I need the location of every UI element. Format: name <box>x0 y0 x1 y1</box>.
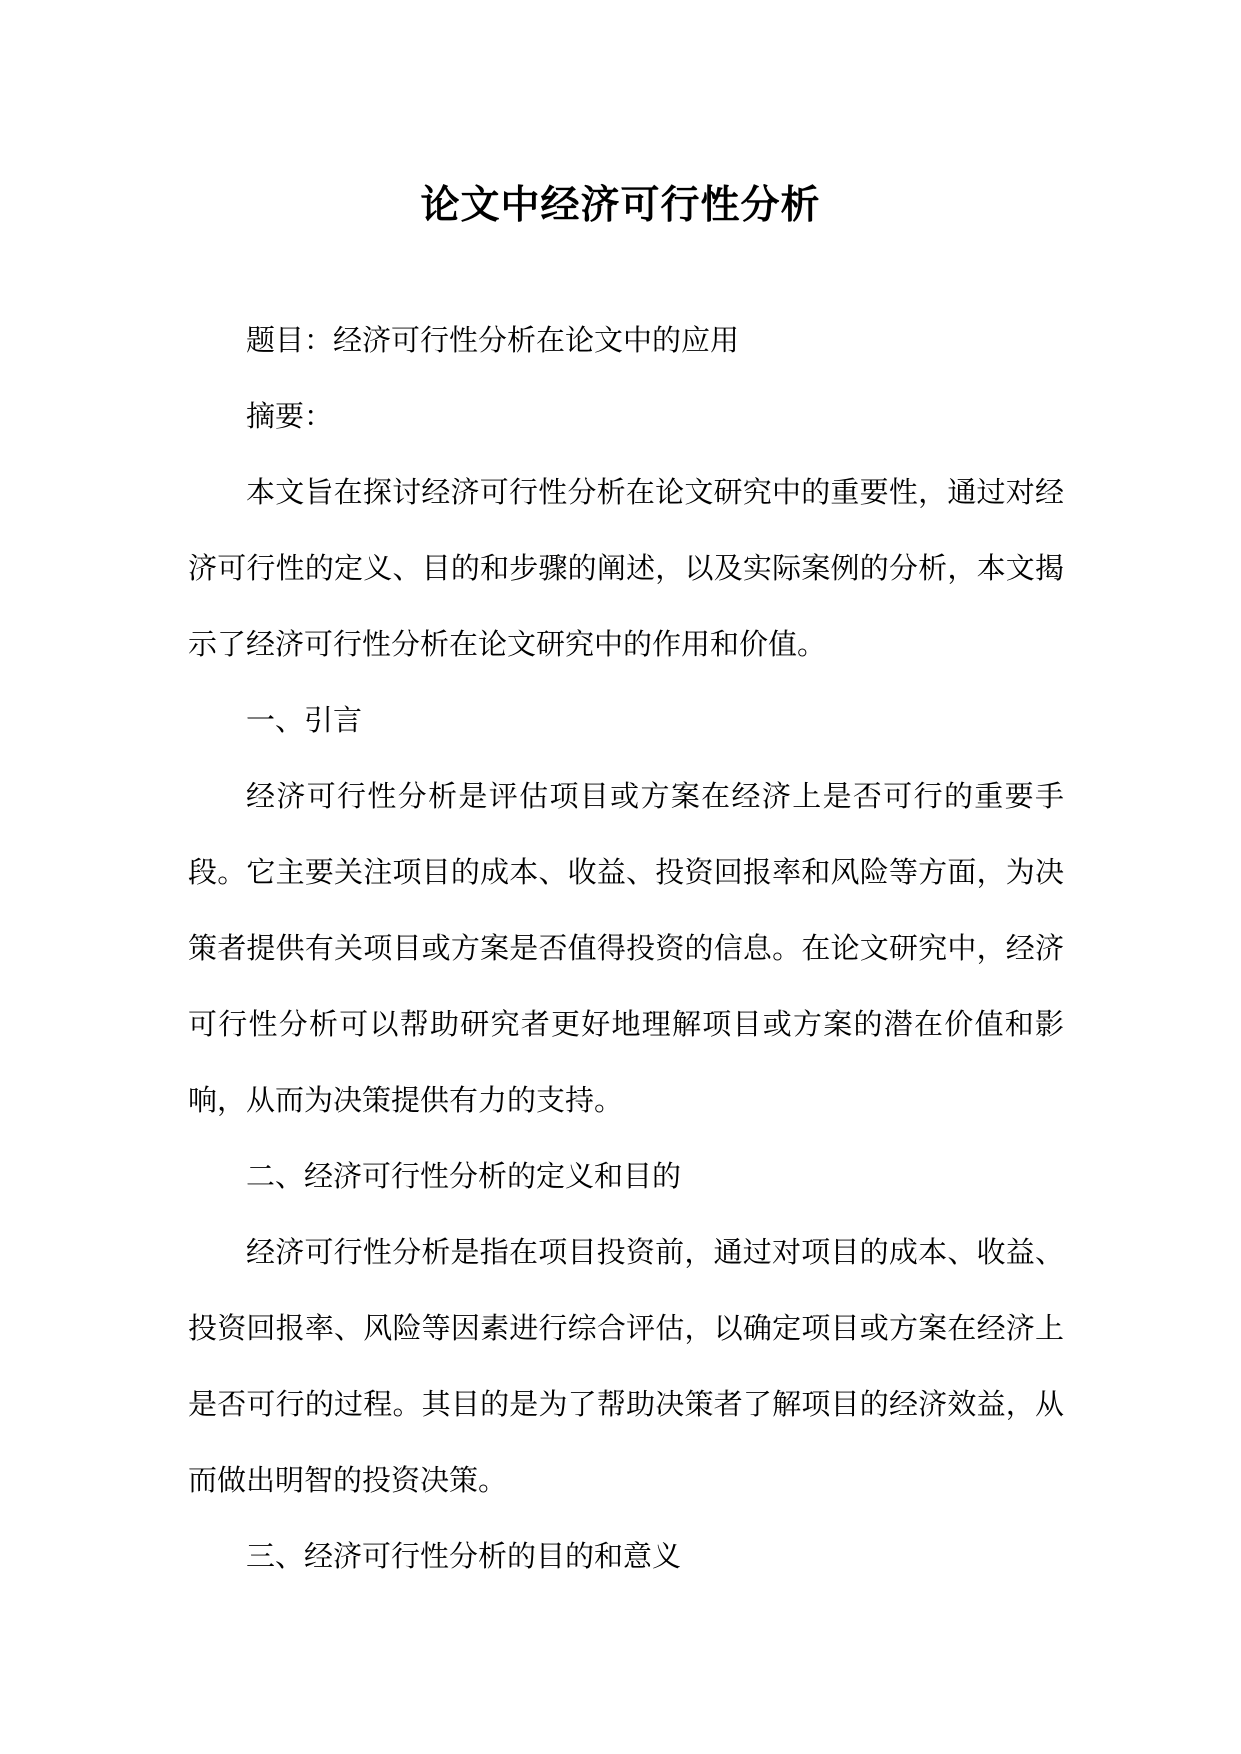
paragraph-topic: 题目：经济可行性分析在论文中的应用 <box>246 323 740 357</box>
section-heading-introduction: 一、引言 <box>246 703 363 737</box>
document-title: 论文中经济可行性分析 <box>420 183 821 228</box>
section-heading-purpose: 三、经济可行性分析的目的和意义 <box>246 1539 682 1573</box>
paragraph-definition: 经济可行性分析是指在项目投资前，通过对项目的成本、收益、投资回报率、风险等因素进行综合评估，以确定项目或方案在经济上是否可行的过程。其目的是为了帮助决策者了解项目的经济效益，从而做出明智的投资决策。 <box>188 1235 1064 1497</box>
paragraph-introduction: 经济可行性分析是评估项目或方案在经济上是否可行的重要手段。它主要关注项目的成本、收益、投资回报率和风险等方面，为决策者提供有关项目或方案是否值得投资的信息。在论文研究中，经济可行性分析可以帮助研究者更好地理解项目或方案的潜在价值和影响，从而为决策提供有力的支持。 <box>188 779 1064 1117</box>
paragraph-abstract: 本文旨在探讨经济可行性分析在论文研究中的重要性，通过对经济可行性的定义、目的和步骤的阐述，以及实际案例的分析，本文揭示了经济可行性分析在论文研究中的作用和价值。 <box>188 475 1064 661</box>
paragraph-abstract-heading: 摘要： <box>246 399 334 433</box>
section-heading-definition: 二、经济可行性分析的定义和目的 <box>246 1159 682 1193</box>
document-body <box>188 302 1064 1594</box>
